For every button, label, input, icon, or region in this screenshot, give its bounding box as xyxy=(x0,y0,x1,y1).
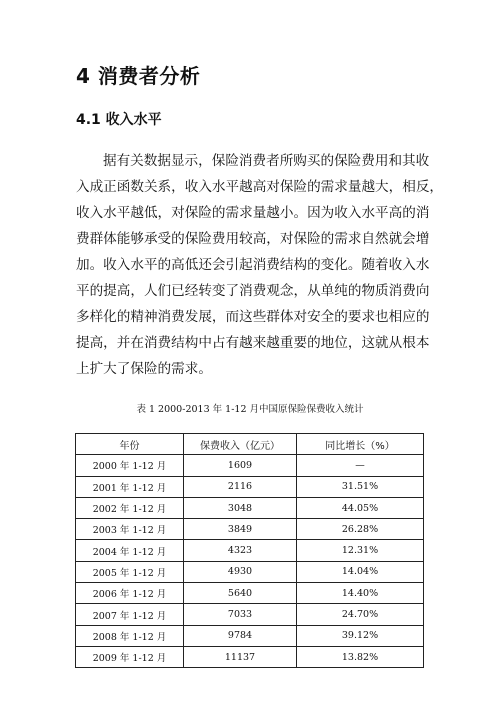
table-row xyxy=(76,476,424,497)
cell-growth: 24.70% xyxy=(297,604,424,625)
table-row xyxy=(76,646,424,667)
cell-premium: 2116 xyxy=(184,476,297,497)
cell-year: 2009 年 1-12 月 xyxy=(76,646,184,667)
table-row xyxy=(76,561,424,582)
cell-premium: 4323 xyxy=(184,540,297,561)
table-row xyxy=(76,497,424,518)
table-header-row xyxy=(76,434,424,455)
cell-year: 2000 年 1-12 月 xyxy=(76,455,184,476)
cell-premium: 7033 xyxy=(184,604,297,625)
table-row xyxy=(76,625,424,646)
cell-premium: 9784 xyxy=(184,625,297,646)
paragraph-line: 上扩大了保险的需求。 xyxy=(76,361,212,377)
premium-income-table xyxy=(75,433,424,668)
cell-growth: 26.28% xyxy=(297,519,424,540)
column-header-premium: 保费收入（亿元） xyxy=(184,434,297,455)
cell-growth: — xyxy=(297,455,424,476)
column-header-year: 年份 xyxy=(76,434,184,455)
cell-year: 2006 年 1-12 月 xyxy=(76,583,184,604)
cell-year: 2005 年 1-12 月 xyxy=(76,561,184,582)
cell-growth: 14.04% xyxy=(297,561,424,582)
cell-premium: 11137 xyxy=(184,646,297,667)
subsection-heading: 4.1 收入水平 xyxy=(76,112,162,128)
table-row xyxy=(76,583,424,604)
table-row xyxy=(76,455,424,476)
cell-year: 2002 年 1-12 月 xyxy=(76,497,184,518)
column-header-growth: 同比增长（%） xyxy=(297,434,424,455)
paragraph-line: 收入水平越低，对保险的需求量越小。因为收入水平高的消 xyxy=(76,205,430,221)
paragraph-line: 多样化的精神消费发展，而这些群体对安全的要求也相应的 xyxy=(76,309,430,325)
section-heading: 4 消费者分析 xyxy=(76,64,201,88)
cell-growth: 14.40% xyxy=(297,583,424,604)
table-row xyxy=(76,540,424,561)
table-row xyxy=(76,604,424,625)
cell-premium: 5640 xyxy=(184,583,297,604)
cell-growth: 44.05% xyxy=(297,497,424,518)
cell-growth: 12.31% xyxy=(297,540,424,561)
body-paragraph xyxy=(76,148,444,382)
paragraph-line: 入成正函数关系，收入水平越高对保险的需求量越大，相反， xyxy=(76,179,444,195)
cell-premium: 3849 xyxy=(184,519,297,540)
cell-premium: 3048 xyxy=(184,497,297,518)
cell-premium: 1609 xyxy=(184,455,297,476)
cell-year: 2004 年 1-12 月 xyxy=(76,540,184,561)
cell-premium: 4930 xyxy=(184,561,297,582)
paragraph-line: 据有关数据显示，保险消费者所购买的保险费用和其收 xyxy=(103,153,430,169)
cell-growth: 13.82% xyxy=(297,646,424,667)
cell-growth: 39.12% xyxy=(297,625,424,646)
paragraph-line: 平的提高，人们已经转变了消费观念，从单纯的物质消费向 xyxy=(76,283,430,299)
paragraph-line: 提高，并在消费结构中占有越来越重要的地位，这就从根本 xyxy=(76,335,430,351)
cell-year: 2007 年 1-12 月 xyxy=(76,604,184,625)
table-caption: 表 1 2000-2013 年 1-12 月中国原保险保费收入统计 xyxy=(136,404,364,415)
table-row xyxy=(76,519,424,540)
paragraph-line: 加。收入水平的高低还会引起消费结构的变化。随着收入水 xyxy=(76,257,430,273)
cell-year: 2008 年 1-12 月 xyxy=(76,625,184,646)
paragraph-line: 费群体能够承受的保险费用较高，对保险的需求自然就会增 xyxy=(76,231,430,247)
cell-year: 2001 年 1-12 月 xyxy=(76,476,184,497)
cell-growth: 31.51% xyxy=(297,476,424,497)
cell-year: 2003 年 1-12 月 xyxy=(76,519,184,540)
